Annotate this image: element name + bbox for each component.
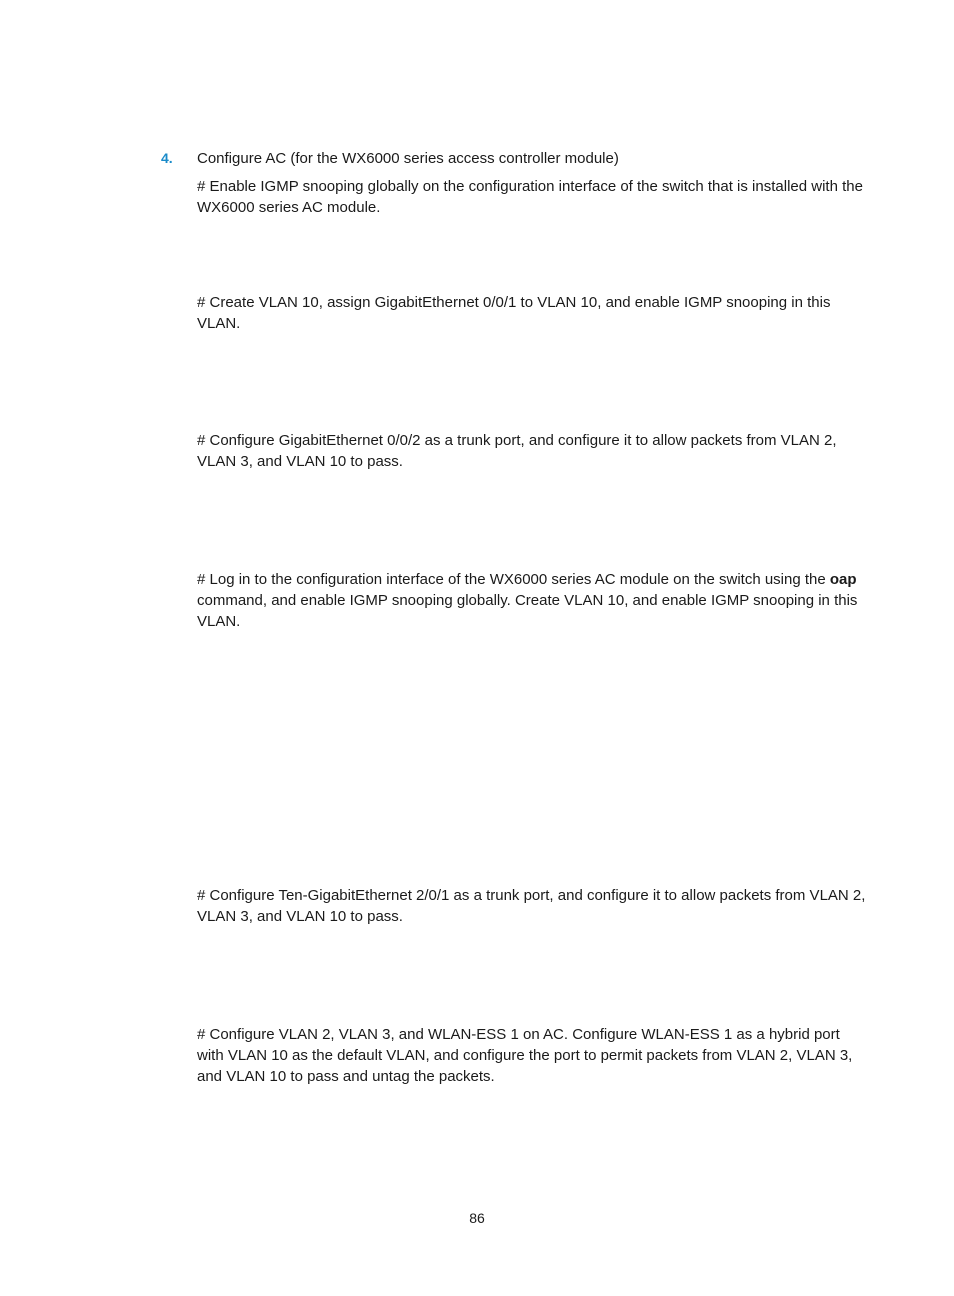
oap-command: oap bbox=[829, 571, 857, 588]
page-number: 86 bbox=[469, 1210, 485, 1226]
paragraph-configure-wlan-ess: # Configure VLAN 2, VLAN 3, and WLAN-ESS 1 on AC. Configure WLAN-ESS 1 as a hybrid port with VLAN 10 as the default VLAN, and configure the port to permit packets from VLAN 2, VLAN 3, and VLAN 10 to pass and untag the packets. bbox=[197, 1026, 853, 1085]
paragraph-enable-igmp-globally: # Enable IGMP snooping globally on the configuration interface of the switch that is installed with the WX6000 series AC module. bbox=[197, 178, 863, 216]
paragraph-configure-trunk-xge: # Configure Ten-GigabitEthernet 2/0/1 as a trunk port, and configure it to allow packets from VLAN 2, VLAN 3, and VLAN 10 to pass. bbox=[197, 887, 866, 925]
step-number: 4. bbox=[161, 150, 173, 166]
paragraph-login-text-1: # Log in to the configuration interface of the WX6000 series AC module on the switch using the bbox=[197, 571, 830, 588]
paragraph-configure-trunk-ge: # Configure GigabitEthernet 0/0/2 as a trunk port, and configure it to allow packets from VLAN 2, VLAN 3, and VLAN 10 to pass. bbox=[197, 432, 837, 470]
paragraph-login-ac-module bbox=[197, 569, 867, 632]
step-title: Configure AC (for the WX6000 series access controller module) bbox=[197, 150, 619, 167]
paragraph-login-text-2: command, and enable IGMP snooping globally. Create VLAN 10, and enable IGMP snooping in this VLAN. bbox=[197, 592, 858, 630]
paragraph-create-vlan: # Create VLAN 10, assign GigabitEthernet 0/0/1 to VLAN 10, and enable IGMP snooping in this VLAN. bbox=[197, 294, 831, 332]
